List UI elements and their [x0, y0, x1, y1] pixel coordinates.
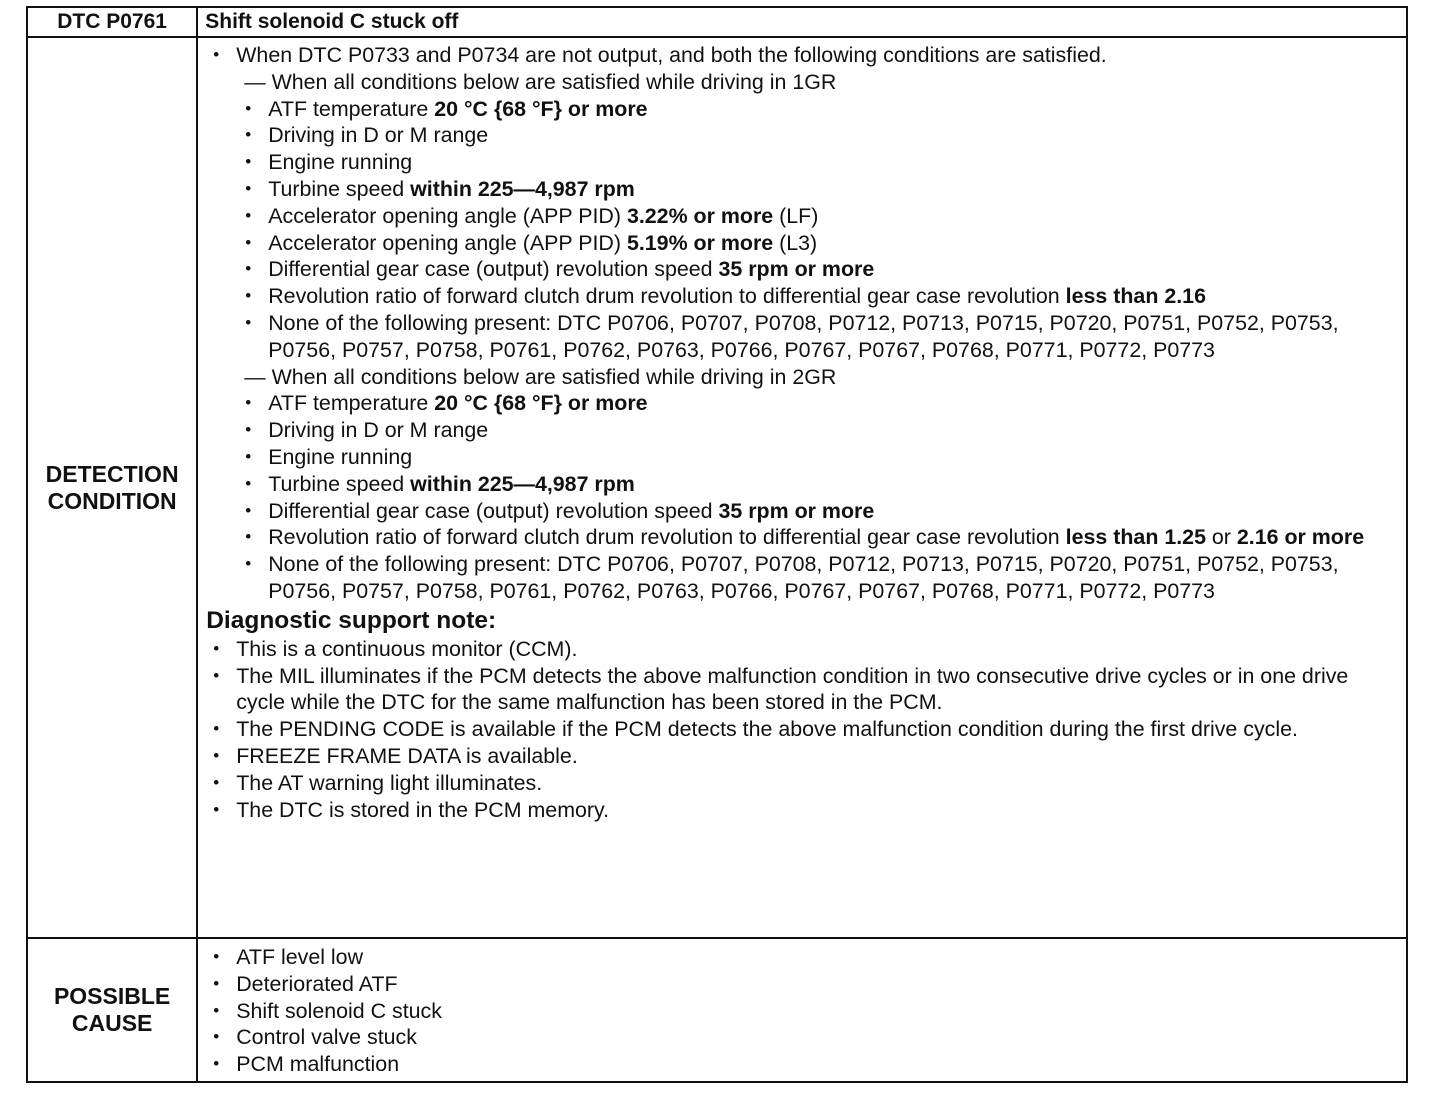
gr1-turbine-label: Turbine speed: [268, 176, 411, 201]
gr2-turbine-value: within 225—4,987 rpm: [410, 471, 635, 496]
detection-content: [197, 37, 1407, 938]
list-item: [206, 256, 1400, 283]
list-item: [206, 524, 1400, 551]
list-item: • The MIL illuminates if the PCM detects the above malfunction condition in two consecutive drive cycles or in one drive cycle while the DTC for the same malfunction has been stored in the PCM.: [206, 663, 1400, 717]
list-item: • Shift solenoid C stuck: [206, 998, 1400, 1025]
gr1-app-lf-suffix: (LF): [773, 203, 819, 228]
list-item: [206, 230, 1400, 257]
list-item: [206, 471, 1400, 498]
list-item: [206, 444, 1400, 471]
gr2-none-present: None of the following present: DTC P0706, P0707, P0708, P0712, P0713, P0715, P0720, P0751, P0752, P0753, P0756, P0757, P0758, P0761, P0762, P0763, P0766, P0767, P0767, P0768, P0771, P0772, P0773: [268, 552, 1339, 603]
possible-cause-label-line1: POSSIBLE: [53, 983, 171, 1009]
gr1-conditions: [206, 96, 1400, 364]
gr1-atf-value: 20 °C {68 °F} or more: [434, 96, 648, 121]
possible-cause-label-line2: CAUSE: [71, 1010, 153, 1036]
list-item: • FREEZE FRAME DATA is available.: [206, 743, 1400, 770]
list-item: [206, 551, 1400, 605]
list-item: [206, 498, 1400, 525]
gr1-turbine-value: within 225—4,987 rpm: [410, 176, 635, 201]
gr2-diff-label: Differential gear case (output) revolution speed: [268, 498, 719, 523]
detection-label-line1: DETECTION: [45, 460, 179, 487]
gr1-ratio-label: Revolution ratio of forward clutch drum revolution to differential gear case revolution: [268, 284, 1066, 309]
list-item: [206, 203, 1400, 230]
gr2-engine: Engine running: [268, 444, 413, 469]
detection-intro-text: When DTC P0733 and P0734 are not output, and both the following conditions are satisfied.: [236, 43, 1107, 67]
dtc-title: Shift solenoid C stuck off: [197, 7, 1407, 37]
gr2-atf-value: 20 °C {68 °F} or more: [434, 391, 648, 416]
list-item: • The AT warning light illuminates.: [206, 770, 1400, 797]
gr1-app-l3-suffix: (L3): [773, 230, 818, 255]
dtc-code: DTC P0761: [27, 7, 197, 37]
list-item: • This is a continuous monitor (CCM).: [206, 636, 1400, 663]
gr1-app-lf-value: 3.22% or more: [626, 203, 774, 228]
possible-cause-list: [206, 943, 1400, 1078]
gr1-app-l3-value: 5.19% or more: [626, 230, 774, 255]
list-item: [206, 122, 1400, 149]
gr2-turbine-label: Turbine speed: [268, 471, 411, 496]
gr1-diff-value: 35 rpm or more: [718, 257, 875, 282]
detection-row: [27, 37, 1407, 938]
gr1-engine: Engine running: [268, 150, 413, 175]
list-item: • Control valve stuck: [206, 1024, 1400, 1051]
list-item: [206, 149, 1400, 176]
detection-label-line2: CONDITION: [47, 487, 177, 514]
possible-cause-row: [27, 938, 1407, 1082]
gr2-ratio-or: or: [1205, 525, 1237, 550]
list-item: • Deteriorated ATF: [206, 971, 1400, 998]
list-item: [206, 176, 1400, 203]
gr1-diff-label: Differential gear case (output) revolution speed: [268, 257, 719, 282]
gr1-app-lf-label: Accelerator opening angle (APP PID): [268, 203, 627, 228]
gr1-none-present: None of the following present: DTC P0706, P0707, P0708, P0712, P0713, P0715, P0720, P0751, P0752, P0753, P0756, P0757, P0758, P0761, P0762, P0763, P0766, P0767, P0767, P0768, P0771, P0772, P0773: [268, 310, 1339, 362]
list-item: [206, 283, 1400, 310]
detection-label: [27, 37, 197, 938]
gr1-ratio-value: less than 2.16: [1065, 284, 1206, 309]
list-item: • PCM malfunction: [206, 1051, 1400, 1078]
list-item: [206, 417, 1400, 444]
list-item: [206, 96, 1400, 123]
gr1-atf-label: ATF temperature: [268, 96, 435, 121]
diagnostic-note-list: [206, 636, 1400, 824]
gr2-heading: — When all conditions below are satisfied while driving in 2GR: [244, 364, 837, 389]
detection-intro: [206, 42, 1400, 69]
gr2-diff-value: 35 rpm or more: [718, 498, 875, 523]
gr2-ratio-value-low: less than 1.25: [1065, 525, 1206, 550]
gr1-app-l3-label: Accelerator opening angle (APP PID): [268, 230, 627, 255]
gr1-heading: — When all conditions below are satisfied while driving in 1GR: [244, 69, 837, 94]
gr2-range: Driving in D or M range: [268, 418, 489, 443]
diagnostic-note-title: Diagnostic support note:: [206, 606, 497, 634]
gr2-ratio-value-high: 2.16 or more: [1236, 525, 1365, 550]
gr1-range: Driving in D or M range: [268, 123, 489, 148]
list-item: [206, 310, 1400, 364]
gr2-ratio-label: Revolution ratio of forward clutch drum revolution to differential gear case revolution: [268, 525, 1066, 550]
dtc-table: [26, 6, 1408, 1083]
list-item: • The DTC is stored in the PCM memory.: [206, 797, 1400, 824]
list-item: • The PENDING CODE is available if the PCM detects the above malfunction condition during the first drive cycle.: [206, 716, 1400, 743]
gr2-atf-label: ATF temperature: [268, 391, 435, 416]
gr2-conditions: [206, 390, 1400, 604]
list-item: • ATF level low: [206, 944, 1400, 971]
possible-cause-label: [27, 938, 197, 1082]
detection-list: [206, 42, 1400, 69]
list-item: [206, 390, 1400, 417]
possible-cause-content: [197, 938, 1407, 1082]
header-row: [27, 7, 1407, 37]
